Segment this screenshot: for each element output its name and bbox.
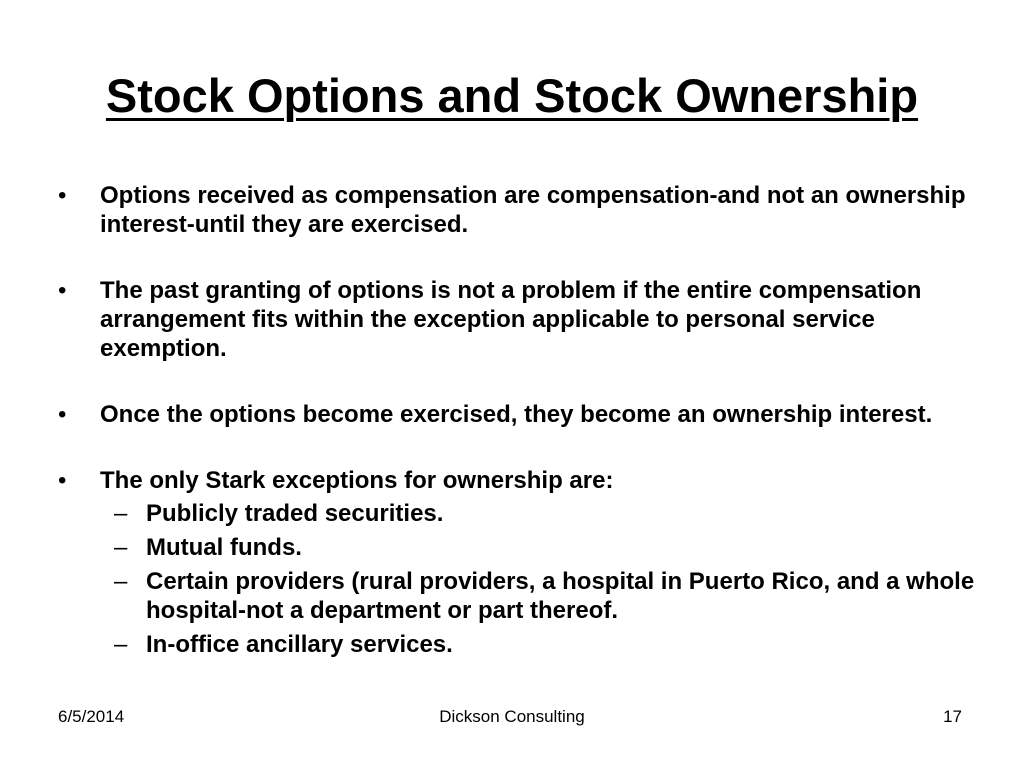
sub-bullet-item [100,499,975,528]
sub-bullet-text: Certain providers (rural providers, a hospital in Puerto Rico, and a whole hospital-not a department or part thereof. [146,568,975,624]
bullet-text: Once the options become exercised, they become an ownership interest. [100,401,933,428]
sub-bullet-list [100,499,975,659]
footer-date: 6/5/2014 [58,707,125,726]
bullet-item [55,276,975,363]
sub-bullet-text: Mutual funds. [146,534,302,561]
bullet-text: The only Stark exceptions for ownership are: [100,467,614,494]
sub-bullet-item [100,630,975,659]
sub-bullet-item [100,533,975,562]
bullet-list [55,181,975,664]
bullet-item [55,181,975,239]
bullet-marker: • [58,467,67,494]
sub-bullet-marker: – [114,534,128,561]
sub-bullet-text: In-office ancillary services. [146,631,453,658]
bullet-marker: • [58,182,67,209]
bullet-item [55,466,975,659]
bullet-text: The past granting of options is not a problem if the entire compensation arrangement fits within the exception applicable to personal service exemption. [100,277,922,362]
slide-title [0,66,1024,126]
sub-bullet-item [100,567,975,625]
slide-title-text: Stock Options and Stock Ownership [105,69,919,122]
sub-bullet-marker: – [114,568,128,595]
bullet-item [55,400,975,429]
footer-organization: Dickson Consulting [439,707,585,726]
footer-page-number: 17 [943,707,962,726]
bullet-marker: • [58,401,67,428]
bullet-text: Options received as compensation are compensation-and not an ownership interest-until they are exercised. [100,182,966,238]
sub-bullet-marker: – [114,500,128,527]
sub-bullet-marker: – [114,631,128,658]
sub-bullet-text: Publicly traded securities. [146,500,444,527]
bullet-marker: • [58,277,67,304]
